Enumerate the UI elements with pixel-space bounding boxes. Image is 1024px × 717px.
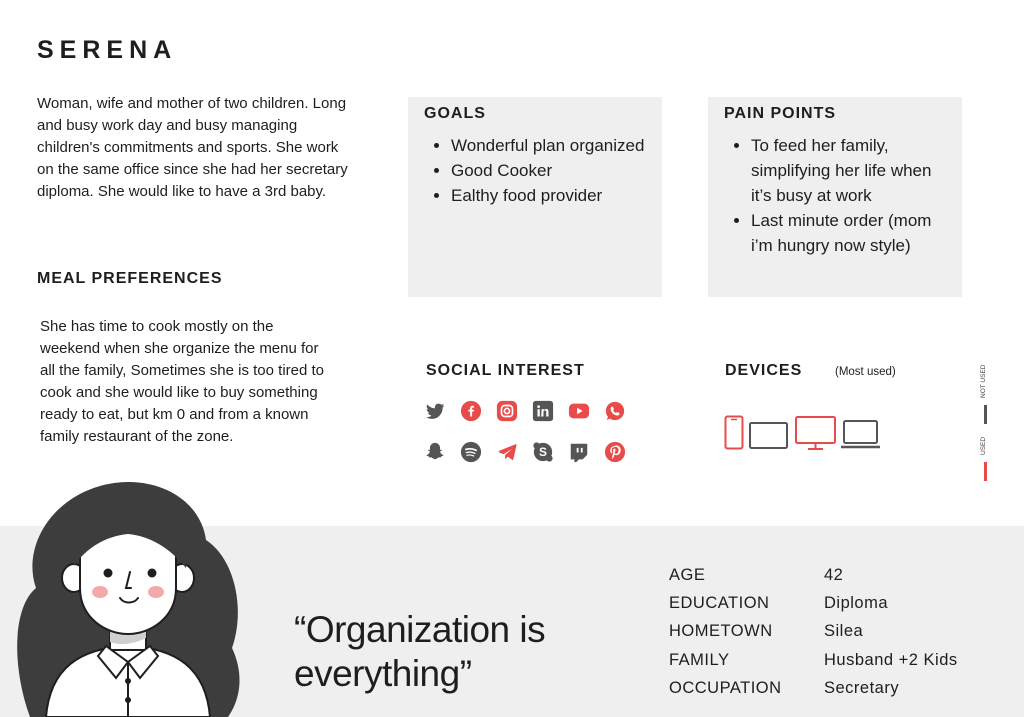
- smartphone-icon: [724, 415, 744, 450]
- svg-text:S: S: [539, 445, 547, 460]
- devices-title: DEVICES: [725, 362, 803, 379]
- fact-label: AGE: [669, 565, 706, 584]
- spotify-icon: [460, 441, 482, 463]
- fact-value: Diploma: [824, 593, 889, 612]
- instagram-icon: [496, 400, 518, 422]
- whatsapp-icon: [604, 400, 626, 422]
- legend-not-used-label: NOT USED: [980, 364, 987, 398]
- fact-row-family: [669, 646, 958, 674]
- fact-value: 42: [824, 565, 844, 584]
- fact-row-age: [669, 561, 958, 589]
- telegram-icon: [496, 441, 518, 463]
- pain-point-item: To feed her family, simplifying her life when it’s busy at work: [724, 133, 946, 208]
- goal-item: Ealthy food provider: [424, 183, 646, 208]
- pain-points-list: [724, 133, 946, 258]
- persona-bio: Woman, wife and mother of two children. Long and busy work day and busy managing children's commitments and sports. She work on the same office since she had her secretary diploma. She would like to have a 3rd baby.: [37, 95, 348, 200]
- meal-preferences-text: She has time to cook mostly on the weekend when she organize the menu for all the family, Sometimes she is too tired to cook and she would like to buy something ready to eat, but km 0 and from a known family restaurant of the zone.: [40, 318, 325, 445]
- devices-note: (Most used): [835, 366, 896, 378]
- desktop-icon: [795, 416, 836, 452]
- fact-label: FAMILY: [669, 650, 730, 669]
- goals-card: [408, 97, 662, 297]
- fact-row-occupation: [669, 674, 958, 702]
- goals-list: [424, 133, 646, 208]
- fact-label: OCCUPATION: [669, 678, 782, 697]
- goal-item: Good Cooker: [424, 158, 646, 183]
- legend-not-used-bar: [984, 405, 987, 424]
- fact-value: Silea: [824, 622, 864, 641]
- usage-legend: [978, 358, 994, 488]
- tablet-icon: [749, 422, 788, 449]
- twitter-icon: [424, 400, 446, 422]
- social-icon-grid: [424, 400, 626, 463]
- fact-label: EDUCATION: [669, 593, 770, 612]
- avatar: [10, 478, 246, 717]
- twitch-icon: [568, 441, 590, 463]
- pain-points-card: [708, 97, 962, 297]
- youtube-icon: [568, 400, 590, 422]
- legend-used-bar: [984, 462, 987, 481]
- pain-point-item: Last minute order (mom i’m hungry now style): [724, 208, 946, 258]
- pain-points-title: PAIN POINTS: [724, 105, 837, 122]
- snapchat-icon: [424, 441, 446, 463]
- persona-name: SERENA: [37, 36, 178, 64]
- linkedin-icon: [532, 400, 554, 422]
- goals-title: GOALS: [424, 105, 486, 122]
- persona-quote: “Organization is everything”: [294, 609, 546, 694]
- social-interest-title: SOCIAL INTEREST: [426, 362, 585, 379]
- fact-value: Secretary: [824, 678, 900, 697]
- fact-row-hometown: [669, 618, 958, 646]
- meal-preferences-title: MEAL PREFERENCES: [37, 270, 223, 287]
- skype-icon: [532, 441, 554, 463]
- persona-facts: [669, 561, 958, 702]
- fact-label: HOMETOWN: [669, 622, 773, 641]
- fact-value: Husband +2 Kids: [824, 650, 958, 669]
- legend-used-label: USED: [980, 436, 987, 455]
- goal-item: Wonderful plan organized: [424, 133, 646, 158]
- facebook-icon: [460, 400, 482, 422]
- pinterest-icon: [604, 441, 626, 463]
- fact-row-education: [669, 589, 958, 617]
- laptop-icon: [841, 420, 880, 450]
